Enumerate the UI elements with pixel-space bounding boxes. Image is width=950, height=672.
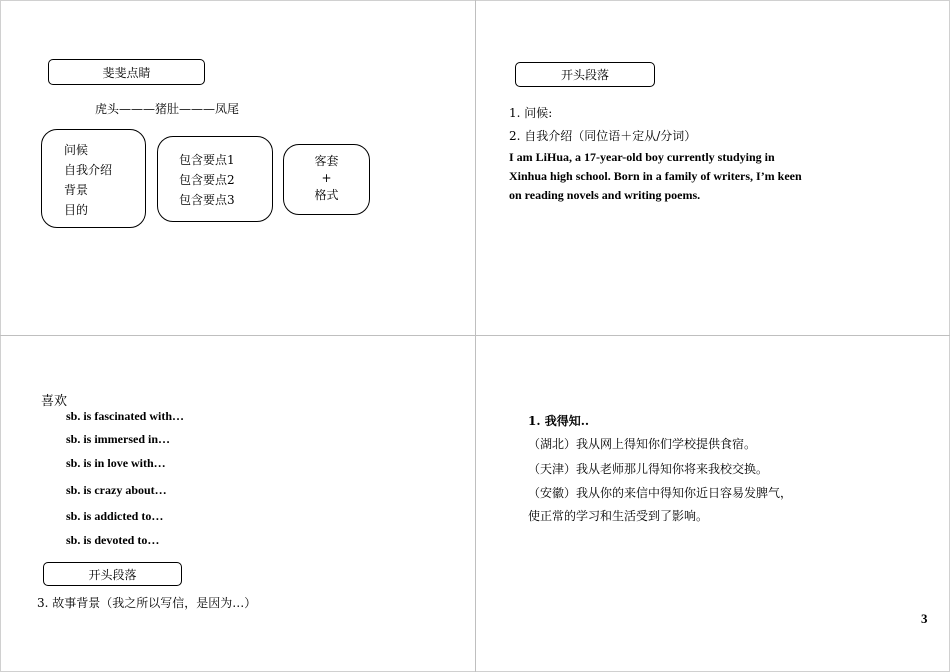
slide1-box-body (157, 136, 273, 222)
slide1-flow: 虎头———猪肚———凤尾 (95, 102, 240, 116)
slide3-heading: 喜欢 (41, 394, 68, 409)
slide3-title-box (43, 562, 182, 586)
phrase-item: sb. is crazy about… (66, 483, 167, 497)
phrase-item: sb. is immersed in… (66, 432, 171, 446)
slide2-title-box (515, 62, 655, 87)
slide3-item-3: 3. 故事背景（我之所以写信，是因为…） (37, 596, 257, 610)
slide4-line: （湖北）我从网上得知你们学校提供食宿。 (528, 437, 757, 451)
box3-line: 客套 (314, 154, 339, 168)
slide3-title: 开头段落 (88, 567, 137, 582)
box2-line: 包含要点1 (179, 153, 235, 167)
phrase-item: sb. is devoted to… (66, 533, 160, 547)
phrase-item: sb. is in love with… (66, 456, 166, 470)
phrase-item: sb. is addicted to… (66, 509, 164, 523)
slide2-item-1: 1. 问候: (509, 106, 553, 120)
box1-line: 背景 (64, 183, 89, 197)
box2-line: 包含要点3 (179, 193, 235, 207)
slide1-box-head (41, 129, 146, 228)
slide4-line: 使正常的学习和生活受到了影响。 (528, 509, 709, 523)
slide2-para-line: Xinhua high school. Born in a family of writers, I’m keen (509, 169, 802, 183)
vertical-divider (475, 0, 476, 672)
slide1-box-tail (283, 144, 370, 215)
slide4-heading: 1. 我得知.. (528, 414, 590, 428)
slide4-line: （安徽）我从你的来信中得知你近日容易发脾气， (528, 486, 793, 500)
slide2-para-line: I am LiHua, a 17-year-old boy currently studying in (509, 150, 775, 164)
slide2-paragraph (509, 148, 802, 205)
box2-line: 包含要点2 (179, 173, 235, 187)
box1-line: 问候 (64, 143, 89, 157)
slide2-item-2: 2. 自我介绍（同位语＋定从/分词） (509, 129, 697, 143)
box1-line: 自我介绍 (64, 163, 113, 177)
box3-line: + (321, 171, 332, 185)
slide1-title: 斐斐点睛 (102, 65, 151, 80)
slide2-title: 开头段落 (560, 68, 609, 82)
slide2-para-line: on reading novels and writing poems. (509, 188, 701, 202)
horizontal-divider (0, 335, 950, 336)
box3-line: 格式 (314, 188, 339, 202)
phrase-item: sb. is fascinated with… (66, 409, 185, 423)
box1-line: 目的 (64, 203, 89, 217)
slide4-line: （天津）我从老师那儿得知你将来我校交换。 (528, 462, 769, 476)
slide1-title-box (48, 59, 205, 85)
page-number: 3 (921, 611, 928, 626)
